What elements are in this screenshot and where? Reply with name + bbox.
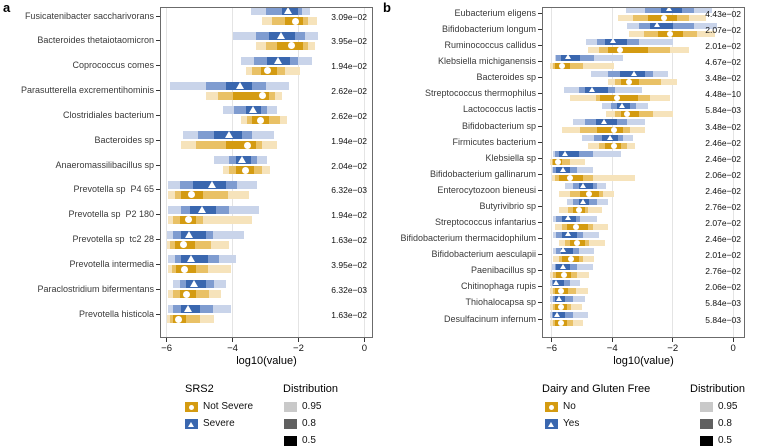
legend-b-no-swatch [545, 402, 558, 412]
legend-a-not-severe-label: Not Severe [203, 401, 254, 412]
species-label: Prevotella histicola [78, 308, 154, 319]
axis-tick-label: 0 [730, 343, 736, 354]
distribution-095-label: 0.95 [302, 401, 322, 412]
p-value: 5.84e−03 [705, 105, 741, 116]
axis-tick-label: −2 [667, 343, 679, 354]
species-label: Streptococcus thermophilus [424, 88, 536, 99]
species-label: Bifidobacterium gallinarum [429, 168, 536, 179]
species-label: Paenibacillus sp [470, 265, 536, 276]
p-value: 2.06e−02 [705, 169, 741, 180]
species-label: Coprococcus comes [72, 60, 154, 71]
p-value: 2.76e−02 [705, 266, 741, 277]
p-value: 3.95e−02 [331, 259, 367, 270]
legend-a-not-severe-swatch [185, 402, 198, 412]
species-label: Bifidobacterium sp [461, 120, 536, 131]
p-value: 2.46e−02 [705, 153, 741, 164]
species-label: Prevotella sp P4 65 [73, 184, 154, 195]
axis-tick-icon [672, 338, 673, 342]
axis-tick-label: −6 [161, 343, 173, 354]
axis-tick-icon [733, 338, 734, 342]
p-value: 1.63e−02 [331, 309, 367, 320]
species-label: Bifidobacterium longum [441, 24, 536, 35]
p-value: 1.94e−02 [331, 135, 367, 146]
species-label: Bifidobacterium thermacidophilum [400, 233, 536, 244]
axis-tick-icon [364, 338, 365, 342]
legend-a-severe-swatch [185, 419, 198, 429]
legend-b-no-label: No [563, 401, 576, 412]
p-value: 2.06e−02 [705, 282, 741, 293]
p-value: 4.43e−02 [705, 9, 741, 19]
legend-a-title: SRS2 [185, 383, 214, 395]
p-value: 2.01e−02 [705, 250, 741, 261]
species-label: Ruminococcus callidus [444, 40, 536, 51]
species-label: Bacteroides sp [476, 72, 536, 83]
species-label: Desulfacinum infernum [443, 313, 536, 324]
distribution-08-swatch [700, 419, 713, 429]
p-value: 2.04e−02 [331, 160, 367, 171]
species-label: Firmicutes bacterium [452, 136, 536, 147]
species-label: Chitinophaga rupis [460, 281, 536, 292]
circle-marker-icon [549, 405, 554, 410]
p-value: 6.32e−03 [331, 284, 367, 295]
distribution-05-swatch [284, 436, 297, 446]
distribution-08-swatch [284, 419, 297, 429]
p-value: 3.09e−02 [331, 11, 367, 22]
species-label: Prevotella sp tc2 28 [72, 234, 154, 245]
distribution-08-label: 0.8 [718, 418, 732, 429]
axis-tick-icon [232, 338, 233, 342]
distribution-095-label: 0.95 [718, 401, 738, 412]
panel-b-letter: b [383, 0, 391, 15]
triangle-marker-icon [548, 422, 554, 427]
species-label: Fusicatenibacter saccharivorans [24, 10, 154, 21]
p-value: 5.84e−03 [705, 298, 741, 309]
triangle-marker-icon [188, 422, 194, 427]
legend-b-title: Dairy and Gluten Free [542, 383, 651, 395]
x-axis-title: log10(value) [236, 355, 297, 367]
axis-tick-icon [166, 338, 167, 342]
p-value: 2.07e−02 [705, 218, 741, 229]
species-label: Paraclostridium bifermentans [37, 283, 154, 294]
legend-distribution-b-title: Distribution [690, 383, 746, 395]
species-label: Lactococcus lactis [462, 104, 536, 115]
species-label: Klebsiella michiganensis [437, 56, 536, 67]
panel-frame [160, 7, 373, 338]
distribution-095-swatch [700, 402, 713, 412]
species-label: Streptococcus infantarius [434, 217, 536, 228]
distribution-05-label: 0.5 [718, 435, 732, 446]
species-label: Butyrivibrio sp [479, 200, 536, 211]
species-label: Eubacterium eligens [454, 8, 536, 18]
axis-tick-label: −2 [293, 343, 304, 354]
species-label: Prevotella intermedia [69, 258, 154, 269]
species-label: Bacteroides sp [94, 134, 154, 145]
species-label: Enterocytozoon bieneusi [437, 184, 536, 195]
axis-tick-label: −6 [546, 343, 558, 354]
panel-a-letter: a [3, 0, 11, 15]
p-value: 1.94e−02 [331, 61, 367, 72]
x-axis-title: log10(value) [613, 355, 674, 367]
species-label: Prevotella sp P2 180 [68, 209, 154, 220]
p-value: 3.48e−02 [705, 73, 741, 84]
p-value: 2.01e−02 [705, 41, 741, 52]
species-label: Anaeromassilibacillus sp [55, 159, 154, 170]
distribution-095-swatch [284, 402, 297, 412]
legend-b-yes-label: Yes [563, 418, 580, 429]
p-value: 4.48e−10 [705, 89, 741, 100]
legend-distribution-a-title: Distribution [283, 383, 339, 395]
axis-tick-icon [612, 338, 613, 342]
distribution-05-swatch [700, 436, 713, 446]
p-value: 3.48e−02 [705, 121, 741, 132]
circle-marker-icon [189, 405, 194, 410]
axis-tick-icon [551, 338, 552, 342]
species-label: Parasutterella excrementihominis [20, 85, 154, 96]
legend-b-yes-swatch [545, 419, 558, 429]
distribution-08-label: 0.8 [302, 418, 316, 429]
species-label: Clostridiales bacterium [62, 109, 154, 120]
species-label: Bacteroides thetaiotaomicron [37, 35, 154, 46]
p-value: 3.95e−02 [331, 36, 367, 47]
p-value: 2.76e−02 [705, 201, 741, 212]
p-value: 2.62e−02 [331, 110, 367, 121]
p-value: 2.46e−02 [705, 185, 741, 196]
axis-tick-label: 0 [361, 343, 368, 354]
distribution-05-label: 0.5 [302, 435, 316, 446]
axis-tick-label: −4 [606, 343, 618, 354]
p-value: 1.63e−02 [331, 235, 367, 246]
p-value: 6.32e−03 [331, 185, 367, 196]
p-value: 1.94e−02 [331, 210, 367, 221]
p-value: 2.62e−02 [331, 86, 367, 97]
species-label: Klebsiella sp [485, 152, 536, 163]
species-label: Thiohalocapsa sp [465, 297, 536, 308]
legend-a-severe-label: Severe [203, 418, 235, 429]
axis-tick-label: −4 [227, 343, 238, 354]
panel-frame [542, 7, 745, 338]
p-value: 2.46e−02 [705, 137, 741, 148]
p-value: 2.46e−02 [705, 234, 741, 245]
p-value: 5.84e−03 [705, 314, 741, 325]
p-value: 4.67e−02 [705, 57, 741, 68]
axis-tick-icon [298, 338, 299, 342]
p-value: 2.07e−02 [705, 25, 741, 36]
species-label: Bifidobacterium aesculapii [431, 249, 536, 260]
